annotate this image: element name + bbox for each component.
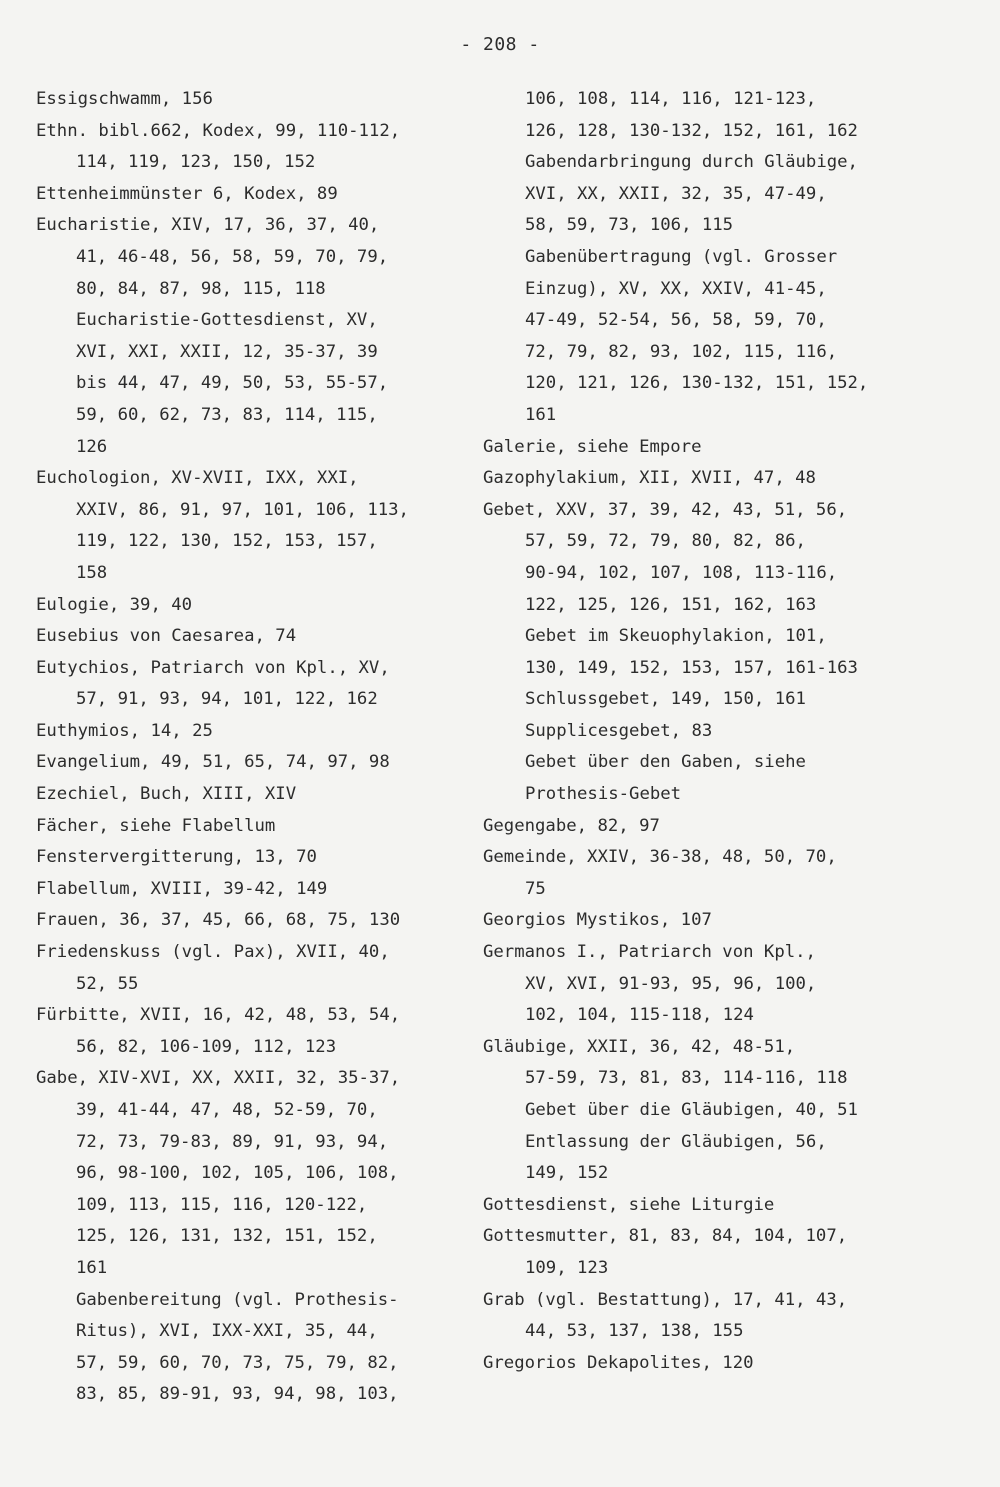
index-entry-line: 96, 98-100, 102, 105, 106, 108, (76, 1163, 399, 1184)
index-entry-line: Gottesdienst, siehe Liturgie (483, 1194, 775, 1215)
index-entry-line: XV, XVI, 91-93, 95, 96, 100, (525, 973, 817, 994)
index-entry-line: Fächer, siehe Flabellum (36, 815, 276, 836)
index-entry-line: Gebet, XXV, 37, 39, 42, 43, 51, 56, (483, 499, 848, 520)
index-entry-line: Ezechiel, Buch, XIII, XIV (36, 784, 297, 805)
index-entry-line: Gemeinde, XXIV, 36-38, 48, 50, 70, (483, 847, 837, 868)
index-entry-line: 106, 108, 114, 116, 121-123, (525, 89, 817, 109)
index-entry-line: 161 (76, 1257, 108, 1278)
index-entry-line: bis 44, 47, 49, 50, 53, 55-57, (76, 373, 389, 394)
index-entry-line: 57-59, 73, 81, 83, 114-116, 118 (525, 1068, 848, 1089)
index-entry-line: 158 (76, 562, 108, 583)
index-entry-line: 119, 122, 130, 152, 153, 157, (76, 531, 378, 552)
index-entry-line: 57, 59, 60, 70, 73, 75, 79, 82, (76, 1352, 399, 1373)
index-entry-line: Ethn. bibl.662, Kodex, 99, 110-112, (36, 120, 401, 141)
index-entry-line: 44, 53, 137, 138, 155 (525, 1321, 744, 1342)
index-entry-line: Prothesis-Gebet (525, 784, 682, 805)
index-column-left (36, 84, 486, 1411)
index-entry-line: Galerie, siehe Empore (483, 436, 702, 457)
index-entry-line: 47-49, 52-54, 56, 58, 59, 70, (525, 310, 827, 331)
index-entry-line: 58, 59, 73, 106, 115 (525, 215, 734, 236)
index-entry-line: 114, 119, 123, 150, 152 (76, 152, 316, 173)
index-entry-line: 149, 152 (525, 1163, 609, 1184)
index-entry-line: Einzug), XV, XX, XXIV, 41-45, (525, 278, 827, 299)
index-entry-line: Entlassung der Gläubigen, 56, (525, 1131, 827, 1152)
index-entry-line: Essigschwamm, 156 (36, 89, 213, 109)
index-entry-line: Gabenübertragung (vgl. Grosser (525, 246, 838, 267)
index-entry-line: Grab (vgl. Bestattung), 17, 41, 43, (483, 1289, 848, 1310)
index-entry-line: 102, 104, 115-118, 124 (525, 1005, 754, 1026)
index-entry-line: Supplicesgebet, 83 (525, 720, 713, 741)
index-entry-line: Eusebius von Caesarea, 74 (36, 626, 297, 647)
index-entry-line: Georgios Mystikos, 107 (483, 910, 712, 931)
index-entry-line: Eutychios, Patriarch von Kpl., XV, (36, 657, 390, 678)
index-entry-line: Fürbitte, XVII, 16, 42, 48, 53, 54, (36, 1005, 401, 1026)
index-entry-line: Schlussgebet, 149, 150, 161 (525, 689, 806, 710)
index-entry-line: Evangelium, 49, 51, 65, 74, 97, 98 (36, 752, 390, 773)
index-entry-line: XVI, XX, XXII, 32, 35, 47-49, (525, 183, 827, 204)
index-entry-line: Gebet über die Gläubigen, 40, 51 (525, 1100, 858, 1120)
index-entry-line: 126, 128, 130-132, 152, 161, 162 (525, 120, 858, 141)
index-column-right (483, 84, 983, 1379)
index-entry-line: Ritus), XVI, IXX-XXI, 35, 44, (76, 1321, 378, 1342)
index-entry-line: Eucharistie-Gottesdienst, XV, (76, 310, 378, 331)
index-entry-line: Eulogie, 39, 40 (36, 594, 193, 615)
index-entry-line: Gabe, XIV-XVI, XX, XXII, 32, 35-37, (36, 1068, 401, 1089)
index-entry-line: 57, 59, 72, 79, 80, 82, 86, (525, 531, 806, 552)
index-entry-line: 120, 121, 126, 130-132, 151, 152, (525, 373, 869, 394)
page-number: - 208 - (460, 34, 540, 55)
index-entry-line: 109, 113, 115, 116, 120-122, (76, 1194, 368, 1215)
index-entry-line: Germanos I., Patriarch von Kpl., (483, 942, 816, 963)
index-entry-line: 126 (76, 436, 108, 457)
index-entry-line: Fenstervergitterung, 13, 70 (36, 847, 317, 868)
index-entry-line: 72, 79, 82, 93, 102, 115, 116, (525, 341, 838, 362)
index-entry-line: 80, 84, 87, 98, 115, 118 (76, 278, 326, 299)
index-entry-line: 130, 149, 152, 153, 157, 161-163 (525, 657, 858, 678)
index-entry-line: 56, 82, 106-109, 112, 123 (76, 1036, 337, 1057)
index-entry-line: 125, 126, 131, 132, 151, 152, (76, 1226, 378, 1247)
index-entry-line: Gegengabe, 82, 97 (483, 815, 660, 836)
index-entry-line: Gebet über den Gaben, siehe (525, 752, 806, 773)
index-entry-line: Friedenskuss (vgl. Pax), XVII, 40, (36, 942, 390, 963)
index-entry-line: 52, 55 (76, 973, 139, 994)
index-entry-line: Eucharistie, XIV, 17, 36, 37, 40, (36, 215, 380, 236)
index-entry-line: Flabellum, XVIII, 39-42, 149 (36, 878, 328, 899)
index-entry-line: Gebet im Skeuophylakion, 101, (525, 626, 827, 647)
index-entry-line: 122, 125, 126, 151, 162, 163 (525, 594, 817, 615)
index-entry-line: Euchologion, XV-XVII, IXX, XXI, (36, 468, 359, 489)
index-entry-line: 161 (525, 404, 557, 425)
index-entry-line: 59, 60, 62, 73, 83, 114, 115, (76, 404, 378, 425)
index-entry-line: Gabendarbringung durch Gläubige, (525, 152, 858, 173)
index-entry-line: XXIV, 86, 91, 97, 101, 106, 113, (76, 499, 409, 520)
index-entry-line: Ettenheimmünster 6, Kodex, 89 (36, 183, 338, 204)
index-entry-line: Gläubige, XXII, 36, 42, 48-51, (483, 1036, 796, 1057)
index-entry-line: Frauen, 36, 37, 45, 66, 68, 75, 130 (36, 910, 401, 931)
index-entry-line: Gregorios Dekapolites, 120 (483, 1352, 754, 1373)
index-entry-line: Gazophylakium, XII, XVII, 47, 48 (483, 468, 816, 489)
index-entry-line: XVI, XXI, XXII, 12, 35-37, 39 (76, 341, 378, 362)
index-entry-line: Euthymios, 14, 25 (36, 720, 213, 741)
index-entry-line: 39, 41-44, 47, 48, 52-59, 70, (76, 1100, 378, 1120)
index-entry-line: 109, 123 (525, 1257, 609, 1278)
index-entry-line: 83, 85, 89-91, 93, 94, 98, 103, (76, 1384, 399, 1405)
index-entry-line: 72, 73, 79-83, 89, 91, 93, 94, (76, 1131, 389, 1152)
index-entry-line: Gottesmutter, 81, 83, 84, 104, 107, (483, 1226, 848, 1247)
index-entry-line: 75 (525, 878, 546, 899)
index-entry-line: 41, 46-48, 56, 58, 59, 70, 79, (76, 246, 389, 267)
index-entry-line: 90-94, 102, 107, 108, 113-116, (525, 562, 838, 583)
index-entry-line: 57, 91, 93, 94, 101, 122, 162 (76, 689, 378, 710)
index-entry-line: Gabenbereitung (vgl. Prothesis- (76, 1289, 399, 1310)
